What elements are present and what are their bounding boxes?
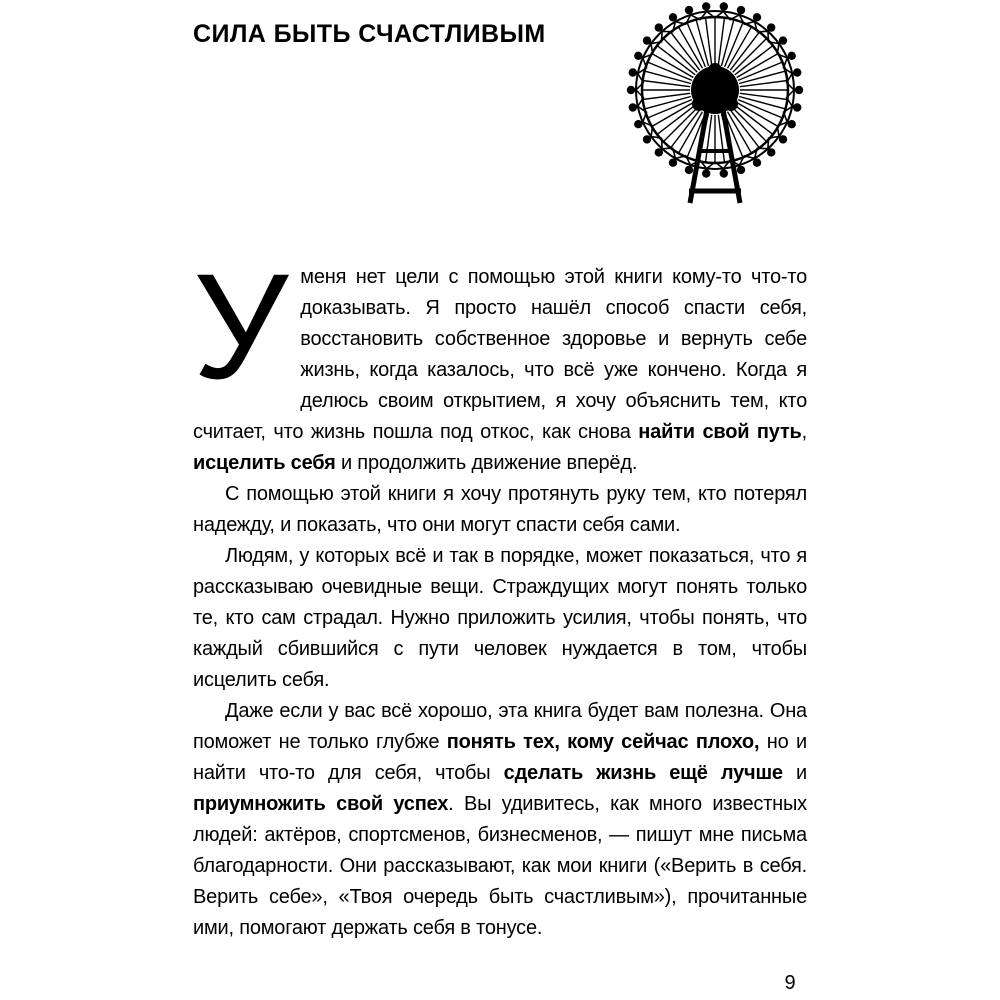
page-number: 9 bbox=[784, 972, 796, 994]
text-segment: и продолжить движение вперёд. bbox=[335, 452, 638, 474]
bold-phrase: приумножить свой успех bbox=[193, 793, 449, 815]
bold-phrase: исцелить себя bbox=[193, 452, 336, 474]
page-title: СИЛА БЫТЬ СЧАСТЛИВЫМ bbox=[193, 20, 546, 48]
paragraph-3 bbox=[193, 541, 807, 696]
text-segment: и bbox=[782, 762, 807, 784]
text-segment: Даже если у вас всё хорошо, эта книга будет вам полезна. Она поможет не только глубже bbox=[193, 700, 807, 753]
paragraph-4 bbox=[193, 696, 807, 944]
text-segment: меня нет цели с помощью этой книги кому-то что-то доказывать. Я просто нашёл способ спасти себя, восстановить собственное здоровье и вернуть себе жизнь, когда казалось, что всё уже кончено. Когда я делюсь своим открытием, я хочу объяснить тем, кто считает, что жизнь пошла под откос, как снова bbox=[193, 266, 807, 443]
text-segment: , bbox=[801, 421, 808, 443]
drop-cap: У bbox=[193, 242, 289, 410]
text-segment: . Вы удивитесь, как много известных людей: актёров, спортсменов, бизнесменов, — пишут мне письма благодарности. Они рассказывают, как мои книги («Верить в себя. Верить себе», «Твоя очередь быть счастливым»), прочитанные ими, помогают держать себя в тонусе. bbox=[193, 793, 807, 939]
text-segment: С помощью этой книги я хочу протянуть руку тем, кто потерял надежду, и показать, что они могут спасти себя сами. bbox=[193, 483, 807, 536]
paragraph-2 bbox=[193, 479, 807, 541]
text-segment: но и найти что-то для себя, чтобы bbox=[193, 731, 807, 784]
bold-phrase: понять тех, кому сейчас плохо, bbox=[446, 731, 760, 753]
text-segment: Людям, у которых всё и так в порядке, может показаться, что я рассказываю очевидные вещи. Страждущих могут понять только те, кто сам страдал. Нужно приложить усилия, чтобы понять, что каждый сбившийся с пути человек нуждается в том, чтобы исцелить себя. bbox=[193, 545, 807, 691]
bold-phrase: сделать жизнь ещё лучше bbox=[503, 762, 783, 784]
paragraph-1 bbox=[193, 242, 808, 479]
ferris-wheel-icon bbox=[622, 0, 808, 212]
body-text bbox=[193, 242, 808, 944]
bold-phrase: найти свой путь bbox=[638, 421, 802, 443]
